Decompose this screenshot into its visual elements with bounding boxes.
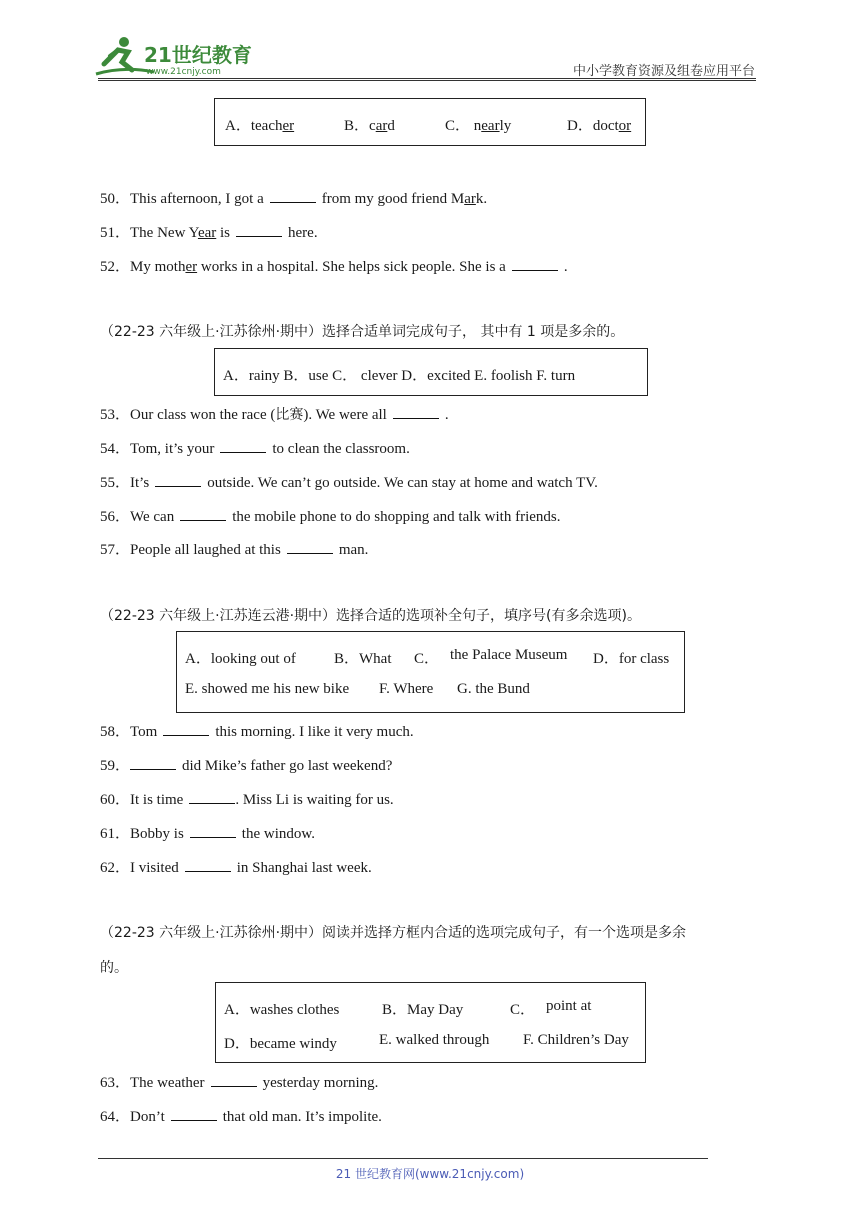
question-52: 52．My mother works in a hospital. She helps sick people. She is a . (100, 259, 568, 275)
options-line: A．rainy B．use C． clever D．excited E. foolish F. turn (223, 368, 576, 384)
options-box-1 (214, 98, 646, 146)
option-c-label: C． (510, 1002, 536, 1018)
answer-blank[interactable] (270, 190, 316, 203)
answer-blank[interactable] (220, 440, 266, 453)
answer-blank[interactable] (155, 474, 201, 487)
option-d: D．became windy (224, 1036, 337, 1052)
option-f: F. Where (379, 681, 434, 697)
option-d: D．for class (593, 651, 670, 667)
answer-blank[interactable] (185, 859, 231, 872)
answer-blank[interactable] (130, 757, 176, 770)
option-a: A．washes clothes (224, 1002, 340, 1018)
option-g: G. the Bund (457, 681, 530, 697)
options-box-4 (215, 982, 646, 1063)
question-56: 56．We can the mobile phone to do shopping and talk with friends. (100, 509, 561, 525)
question-58: 58．Tom this morning. I like it very much. (100, 724, 414, 740)
question-60: 60．It is time . Miss Li is waiting for us. (100, 792, 394, 808)
logo (94, 36, 264, 80)
answer-blank[interactable] (512, 258, 558, 271)
footer-divider (98, 1158, 708, 1159)
question-53: 53．Our class won the race (比赛). We were all . (100, 407, 449, 423)
question-55: 55．It’s outside. We can’t go outside. We can stay at home and watch TV. (100, 475, 598, 491)
header-divider-2 (98, 80, 756, 81)
section-4-title: （22-23 六年级上·江苏徐州·期中）阅读并选择方框内合适的选项完成句子，有一个选项是多余 (100, 925, 687, 941)
option-b: B．What (334, 651, 392, 667)
question-54: 54．Tom, it’s your to clean the classroom. (100, 441, 410, 457)
header-platform-text: 中小学教育资源及组卷应用平台 (572, 64, 755, 79)
section-3-title: （22-23 六年级上·江苏连云港·期中）选择合适的选项补全句子，填序号(有多余选项)。 (100, 608, 641, 624)
option-c: the Palace Museum (450, 647, 568, 663)
option-b: B．card (344, 118, 395, 134)
answer-blank[interactable] (189, 791, 235, 804)
option-e: E. walked through (379, 1032, 490, 1048)
answer-blank[interactable] (180, 508, 226, 521)
logo-text: 21世纪教育 (144, 43, 252, 67)
question-64: 64．Don’t that old man. It’s impolite. (100, 1109, 382, 1125)
answer-blank[interactable] (163, 723, 209, 736)
answer-blank[interactable] (171, 1108, 217, 1121)
answer-blank[interactable] (236, 224, 282, 237)
footer-text: 21 世纪教育网(www.21cnjy.com) (335, 1167, 525, 1181)
answer-blank[interactable] (211, 1074, 257, 1087)
option-c-label: C． (414, 651, 440, 667)
answer-blank[interactable] (393, 406, 439, 419)
runner-logo-icon (94, 36, 264, 80)
question-57: 57．People all laughed at this man. (100, 542, 369, 558)
answer-blank[interactable] (287, 541, 333, 554)
section-4-title-cont: 的。 (100, 960, 128, 976)
question-62: 62．I visited in Shanghai last week. (100, 860, 372, 876)
option-d: D．doctor (567, 118, 632, 134)
option-a: A．teacher (225, 118, 295, 134)
options-box-2 (214, 348, 648, 396)
header-divider (98, 78, 756, 79)
option-f: F. Children’s Day (523, 1032, 629, 1048)
options-box-3 (176, 631, 685, 713)
option-c: point at (546, 998, 592, 1014)
option-e: E. showed me his new bike (185, 681, 350, 697)
option-b: B．May Day (382, 1002, 464, 1018)
answer-blank[interactable] (190, 825, 236, 838)
question-59: 59． did Mike’s father go last weekend? (100, 758, 393, 774)
option-c: C． nearly (445, 118, 512, 134)
question-61: 61．Bobby is the window. (100, 826, 315, 842)
logo-subtext: www.21cnjy.com (146, 67, 221, 77)
question-51: 51．The New Year is here. (100, 225, 318, 241)
option-a: A．looking out of (185, 651, 296, 667)
question-63: 63．The weather yesterday morning. (100, 1075, 379, 1091)
section-2-title: （22-23 六年级上·江苏徐州·期中）选择合适单词完成句子， 其中有 1 项是多余的。 (100, 324, 625, 340)
question-50: 50．This afternoon, I got a from my good friend Mark. (100, 191, 488, 207)
